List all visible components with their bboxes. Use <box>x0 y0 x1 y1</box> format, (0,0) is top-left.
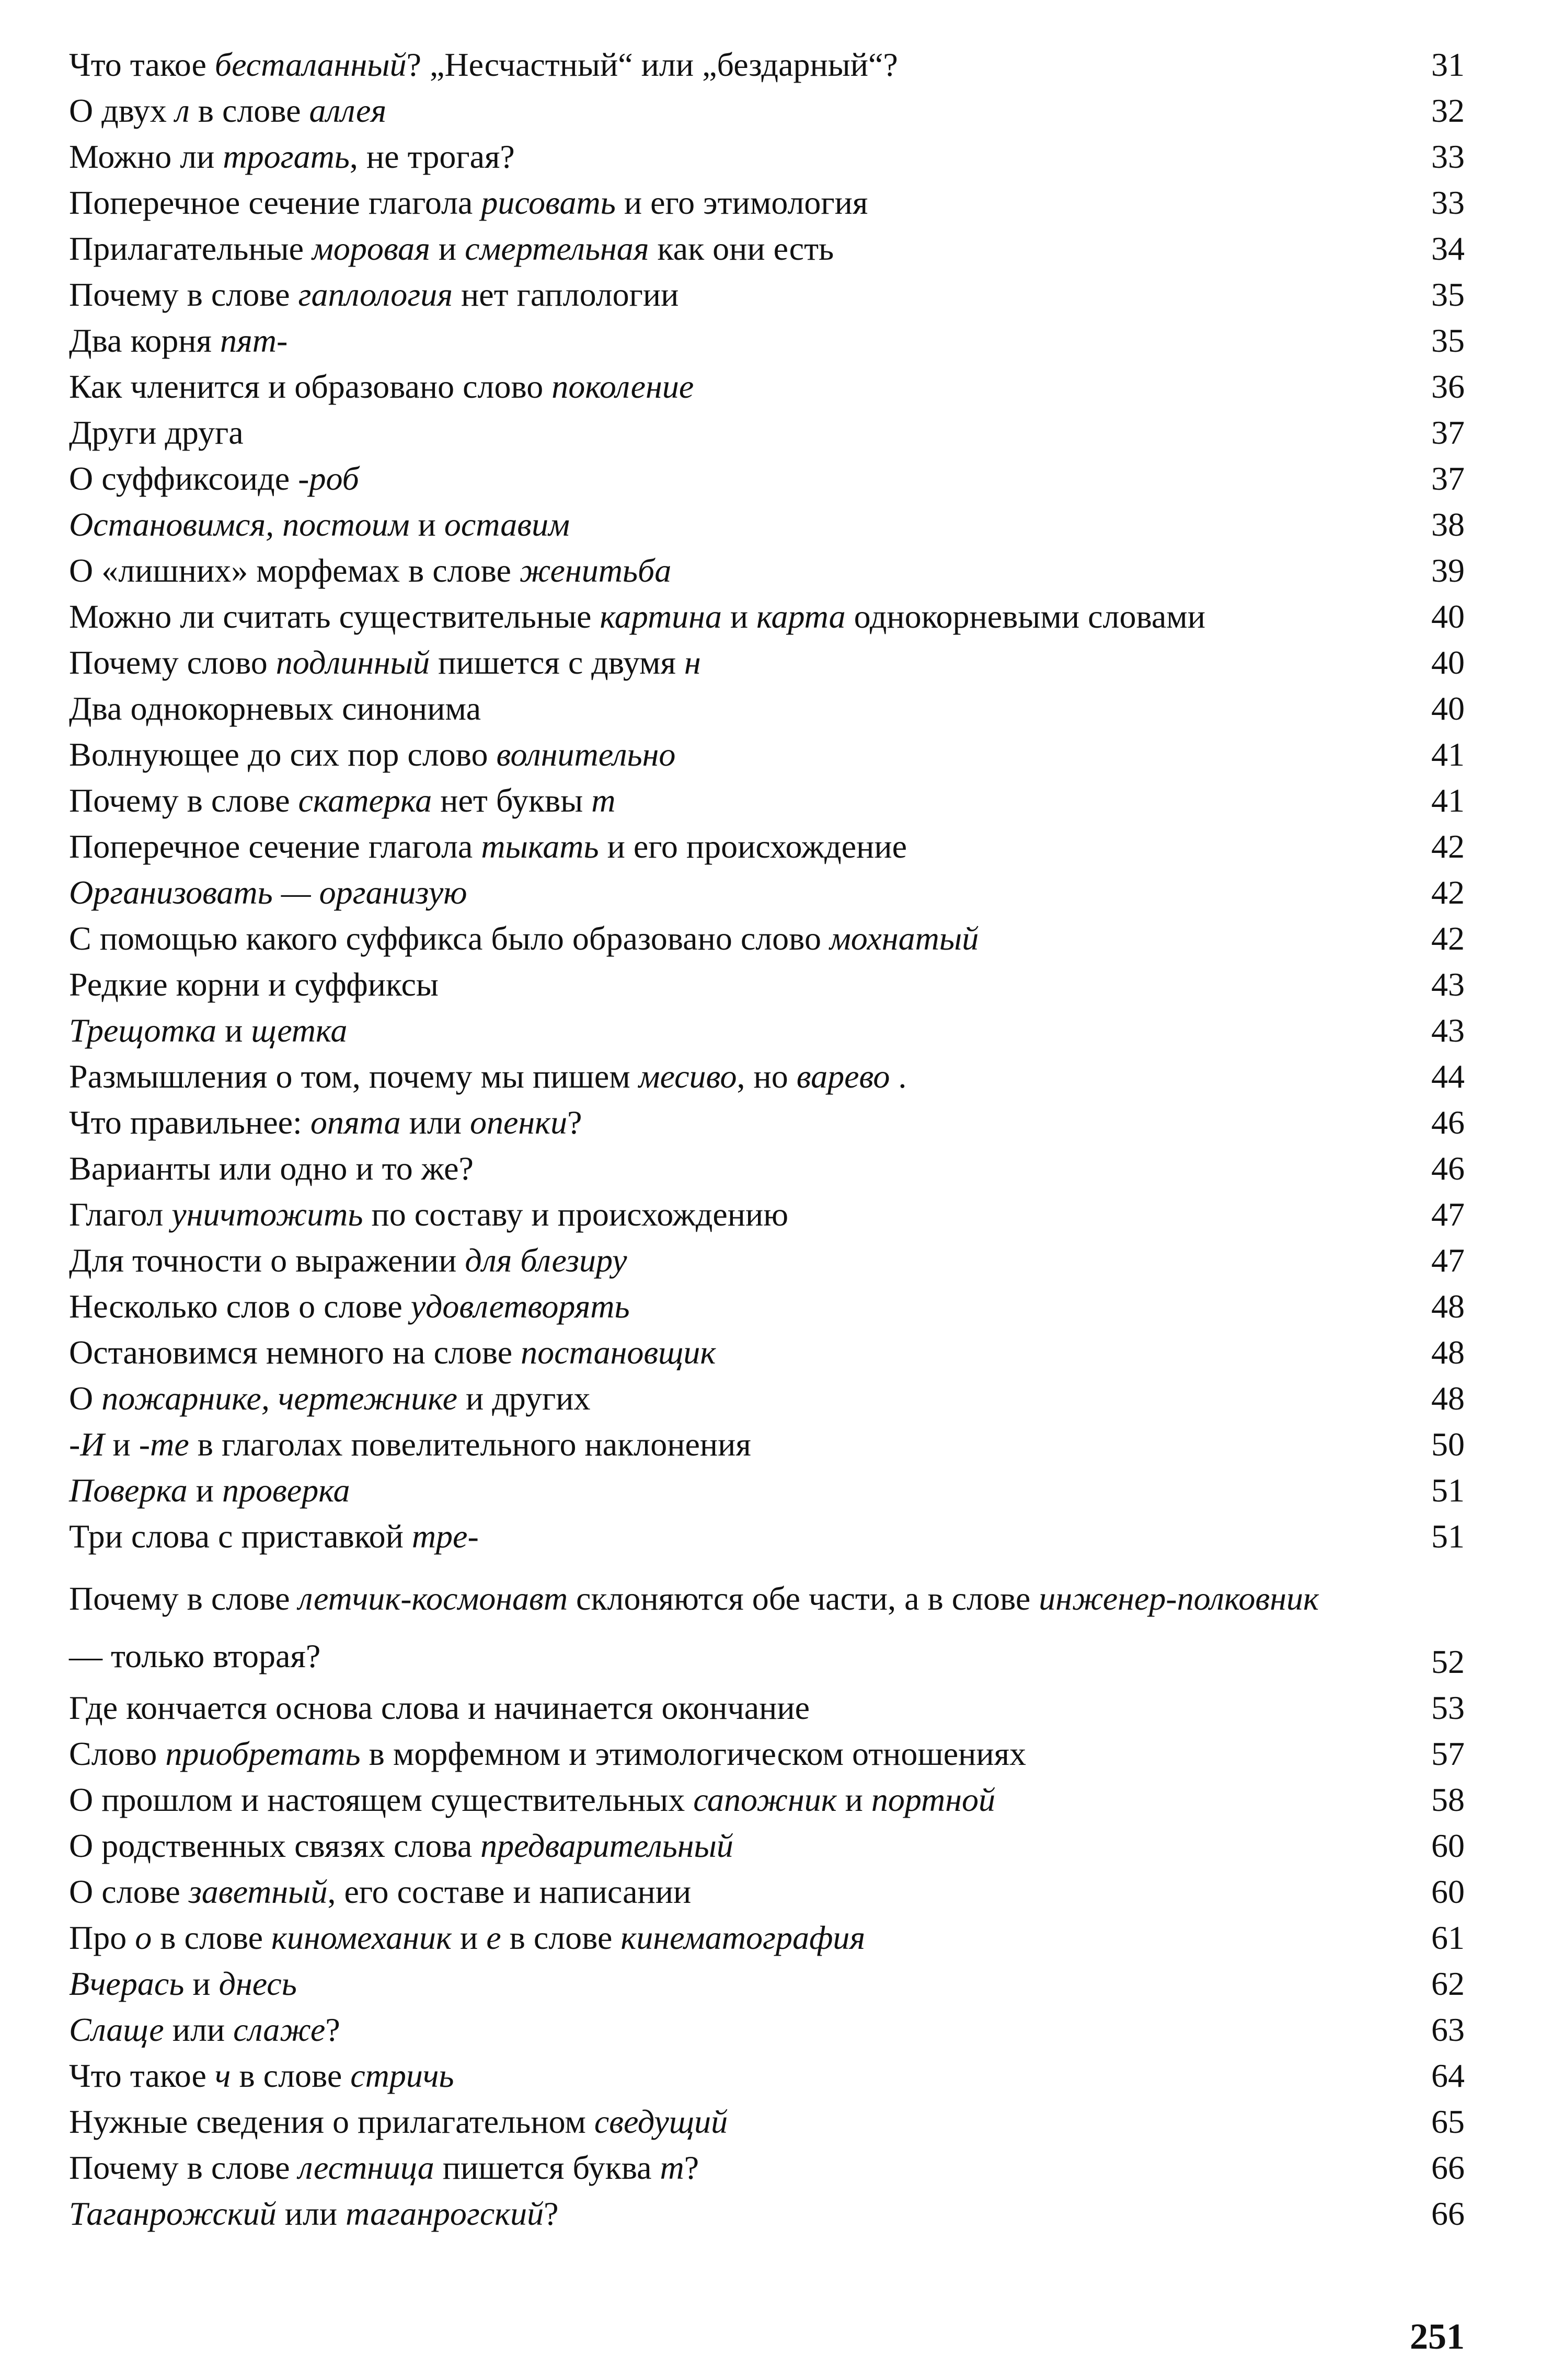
toc-entry-page-number: 48 <box>1431 1334 1465 1371</box>
toc-entry-page-number: 62 <box>1431 1965 1465 2002</box>
toc-entry-text: в глаголах повелительного наклонения <box>189 1426 751 1463</box>
toc-entry-title <box>69 1376 1334 1422</box>
toc-entry-text: Поперечное сечение глагола <box>69 184 481 221</box>
toc-entry-page-number: 61 <box>1431 1919 1465 1956</box>
toc-entry-italic-term: моровая <box>312 230 430 267</box>
toc-entry-page-number: 33 <box>1431 138 1465 175</box>
toc-entry-text: О родственных связях слова <box>69 1827 481 1864</box>
toc-entry-text: Можно ли <box>69 138 223 175</box>
toc-entry-italic-term: женитьба <box>519 552 672 589</box>
toc-entry-title <box>69 364 1334 410</box>
toc-entry <box>69 1869 1465 1915</box>
toc-entry-page-number: 41 <box>1431 782 1465 819</box>
toc-entry <box>69 1100 1465 1146</box>
toc-entry-italic-term: киномеханик <box>271 1919 452 1956</box>
toc-entry-italic-term: днесь <box>218 1965 297 2002</box>
toc-entry-italic-term: Слаще <box>69 2011 164 2048</box>
toc-entry-text: нет буквы <box>432 782 592 819</box>
toc-entry-text: . <box>890 1058 907 1095</box>
toc-entry <box>69 180 1465 226</box>
toc-entry <box>69 2145 1465 2191</box>
toc-entry-italic-term: н <box>684 644 701 681</box>
toc-entry-text: ? <box>325 2011 340 2048</box>
toc-entry-text: Два корня <box>69 322 220 359</box>
toc-entry-text: О «лишних» морфемах в слове <box>69 552 520 589</box>
toc-entry-italic-term: трогать <box>223 138 350 175</box>
toc-entry-italic-term: стричь <box>350 2057 454 2094</box>
toc-entry-text: в слове <box>501 1919 621 1956</box>
toc-entry-text: ? <box>544 2195 559 2232</box>
toc-entry-title <box>69 1008 1334 1054</box>
toc-entry-page-number: 50 <box>1431 1426 1465 1463</box>
toc-entry-text: ? <box>684 2149 699 2186</box>
toc-entry <box>69 732 1465 778</box>
toc-entry-page-number: 43 <box>1431 1012 1465 1049</box>
toc-entry <box>69 2191 1465 2237</box>
toc-entry-page-number: 48 <box>1431 1288 1465 1325</box>
toc-entry-page-number: 47 <box>1431 1242 1465 1279</box>
toc-entry-page-number: 47 <box>1431 1196 1465 1233</box>
toc-entry-text: или <box>164 2011 234 2048</box>
toc-entry-italic-term: Организовать — организую <box>69 874 467 911</box>
toc-entry-italic-term: карта <box>756 598 846 635</box>
toc-entry-title <box>69 1961 1334 2007</box>
toc-entry-title <box>69 1330 1334 1376</box>
toc-entry-text: Други друга <box>69 414 244 451</box>
toc-entry-text: Как членится и образовано слово <box>69 368 552 405</box>
toc-entry <box>69 2053 1465 2099</box>
toc-entry-italic-term: подлинный <box>275 644 430 681</box>
toc-entry-italic-term: Остановимся, постоим <box>69 506 410 543</box>
toc-entry-page-number: 53 <box>1431 1689 1465 1726</box>
toc-entry-text: однокорневыми словами <box>845 598 1205 635</box>
toc-entry-text: в слове <box>231 2057 351 2094</box>
toc-entry-page-number: 51 <box>1431 1472 1465 1509</box>
toc-entry-page-number: 48 <box>1431 1380 1465 1417</box>
toc-entry-title <box>69 410 1334 456</box>
toc-entry-title <box>69 134 1334 180</box>
toc-entry-page-number: 60 <box>1431 1873 1465 1910</box>
toc-entry-title <box>69 1054 1334 1100</box>
toc-entry-title <box>69 1422 1334 1468</box>
toc-entry-title <box>69 226 1334 272</box>
toc-entry-title <box>69 1731 1334 1777</box>
toc-entry <box>69 2007 1465 2053</box>
toc-entry-title <box>69 1468 1334 1514</box>
toc-entry <box>69 1777 1465 1823</box>
toc-entry-italic-term: проверка <box>222 1472 350 1509</box>
toc-entry-title <box>69 272 1334 318</box>
toc-entry-text: О прошлом и настоящем существительных <box>69 1781 694 1818</box>
toc-entry-text: и <box>409 506 444 543</box>
toc-entry-text: или <box>276 2195 346 2232</box>
toc-entry-page-number: 65 <box>1431 2103 1465 2140</box>
toc-entry-title <box>69 1100 1334 1146</box>
toc-entry-title <box>69 870 1334 916</box>
toc-entry-text: Что такое <box>69 2057 215 2094</box>
toc-entry-text: Глагол <box>69 1196 172 1233</box>
toc-entry-title <box>69 1823 1334 1869</box>
toc-entry-italic-term: приобретать <box>165 1735 361 1772</box>
toc-entry-text: и <box>184 1965 219 2002</box>
toc-entry-text: ? „Несчастный“ или „бездарный“? <box>406 46 898 83</box>
toc-entry-text: и <box>836 1781 871 1818</box>
toc-entry-title <box>69 1869 1334 1915</box>
toc-entry-italic-term: пожарнике, чертежнике <box>101 1380 457 1417</box>
toc-entry-text: О слове <box>69 1873 189 1910</box>
toc-entry-title <box>69 686 1334 732</box>
toc-entry-page-number: 41 <box>1431 736 1465 773</box>
toc-entry-text: Про <box>69 1919 135 1956</box>
toc-entry-text: или <box>400 1104 470 1141</box>
toc-entry-page-number: 37 <box>1431 414 1465 451</box>
toc-entry-text: Можно ли считать существительные <box>69 598 600 635</box>
toc-entry <box>69 1008 1465 1054</box>
toc-entry-text: О двух <box>69 92 175 129</box>
toc-entry-text: нет гаплологии <box>452 276 679 313</box>
toc-entry <box>69 1192 1465 1238</box>
toc-entry <box>69 410 1465 456</box>
toc-entry-text: склоняются обе части, а в слове <box>568 1580 1039 1617</box>
toc-entry-page-number: 46 <box>1431 1104 1465 1141</box>
toc-entry-text: Прилагательные <box>69 230 312 267</box>
toc-entry-page-number: 35 <box>1431 322 1465 359</box>
toc-entry <box>69 1422 1465 1468</box>
toc-entry-italic-term: кинематография <box>620 1919 866 1956</box>
toc-entry-page-number: 40 <box>1431 690 1465 727</box>
toc-entry <box>69 1823 1465 1869</box>
toc-entry-text: пишется с двумя <box>430 644 684 681</box>
toc-entry-title <box>69 180 1334 226</box>
page-number: 251 <box>1410 2317 1465 2357</box>
toc-entry-italic-term: е <box>486 1919 501 1956</box>
toc-entry-page-number: 40 <box>1431 644 1465 681</box>
toc-entry <box>69 1330 1465 1376</box>
toc-entry-page-number: 63 <box>1431 2011 1465 2048</box>
toc-entry-italic-term: месиво <box>638 1058 737 1095</box>
toc-entry-title <box>69 732 1334 778</box>
toc-entry <box>69 1238 1465 1284</box>
toc-entry-page-number: 35 <box>1431 276 1465 313</box>
toc-entry-title <box>69 916 1334 962</box>
toc-entry-text: Поперечное сечение глагола <box>69 828 481 865</box>
toc-entry-italic-term: волнительно <box>496 736 676 773</box>
toc-entry <box>69 502 1465 548</box>
toc-entry-italic-term: т <box>660 2149 684 2186</box>
toc-entry-italic-term: пят- <box>220 322 288 359</box>
toc-entry-title <box>69 1685 1334 1731</box>
toc-entry-text: и <box>216 1012 251 1049</box>
toc-entry-page-number: 66 <box>1431 2195 1465 2232</box>
toc-entry-italic-term: варево <box>796 1058 890 1095</box>
toc-entry <box>69 364 1465 410</box>
toc-entry <box>69 916 1465 962</box>
toc-entry-italic-term: лестница <box>298 2149 434 2186</box>
toc-entry-page-number: 64 <box>1431 2057 1465 2094</box>
toc-entry-title <box>69 824 1334 870</box>
toc-entry-italic-term: -И <box>69 1426 105 1463</box>
toc-entry <box>69 2099 1465 2145</box>
toc-entry <box>69 42 1465 88</box>
toc-entry-italic-term: сапожник <box>693 1781 837 1818</box>
toc-entry-title <box>69 1777 1334 1823</box>
toc-entry-title <box>69 1238 1334 1284</box>
toc-entry <box>69 548 1465 594</box>
toc-entry-italic-term: таганрогский <box>346 2195 544 2232</box>
toc-entry-italic-term: предварительный <box>480 1827 733 1864</box>
toc-entry <box>69 778 1465 824</box>
toc-entry-italic-term: л <box>175 92 190 129</box>
toc-entry-text: Почему слово <box>69 644 276 681</box>
toc-entry-page-number: 39 <box>1431 552 1465 589</box>
toc-entry-title <box>69 502 1334 548</box>
toc-entry <box>69 88 1465 134</box>
toc-entry-page-number: 57 <box>1431 1735 1465 1772</box>
toc-entry <box>69 962 1465 1008</box>
toc-entry-page-number: 36 <box>1431 368 1465 405</box>
toc-entry-text: Варианты или одно и то же? <box>69 1150 474 1187</box>
toc-entry <box>69 318 1465 364</box>
toc-entry-title <box>69 1514 1334 1559</box>
toc-entry-text: Где кончается основа слова и начинается окончание <box>69 1689 810 1726</box>
toc-entry-italic-term: о <box>135 1919 152 1956</box>
toc-entry-page-number: 42 <box>1431 828 1465 865</box>
toc-entry-text: и <box>187 1472 222 1509</box>
toc-entry-text: и <box>721 598 757 635</box>
toc-entry-title <box>69 1570 1334 1685</box>
toc-entry-text: и его этимология <box>615 184 868 221</box>
toc-entry-text: Для точности о выражении <box>69 1242 465 1279</box>
toc-entry-text: Слово <box>69 1735 166 1772</box>
toc-entry-text: Нужные сведения о прилагательном <box>69 2103 594 2140</box>
toc-entry-italic-term: ч <box>214 2057 231 2094</box>
toc-entry-italic-term: уничтожить <box>171 1196 363 1233</box>
toc-entry-text: ? <box>567 1104 582 1141</box>
toc-entry-page-number: 40 <box>1431 598 1465 635</box>
toc-entry-italic-term: скатерка <box>298 782 432 819</box>
toc-entry-page-number: 52 <box>1431 1643 1465 1680</box>
toc-entry-text: , но <box>737 1058 797 1095</box>
toc-entry-page-number: 66 <box>1431 2149 1465 2186</box>
toc-entry-text: и <box>430 230 465 267</box>
toc-entry-text: и <box>451 1919 487 1956</box>
toc-entry-italic-term: смертельная <box>465 230 649 267</box>
toc-entry-title <box>69 456 1334 502</box>
toc-entry-text: Что такое <box>69 46 215 83</box>
toc-entry-text: в слове <box>152 1919 272 1956</box>
toc-entry <box>69 226 1465 272</box>
toc-entry-text: , не трогая? <box>349 138 515 175</box>
toc-entry <box>69 272 1465 318</box>
toc-entry <box>69 1514 1465 1559</box>
toc-entry-italic-term: щетка <box>251 1012 348 1049</box>
toc-entry-text: Почему в слове <box>69 782 298 819</box>
toc-entry-text: и его происхождение <box>599 828 907 865</box>
toc-entry-title <box>69 1284 1334 1330</box>
toc-entry-italic-term: удовлетворять <box>410 1288 630 1325</box>
toc-entry-title <box>69 548 1334 594</box>
toc-entry-text: и других <box>457 1380 591 1417</box>
toc-entry-italic-term: инженер-полковник <box>1039 1580 1319 1617</box>
toc-entry-italic-term: картина <box>600 598 722 635</box>
toc-entry-title <box>69 2007 1334 2053</box>
toc-entry-italic-term: поколение <box>551 368 694 405</box>
toc-entry <box>69 824 1465 870</box>
toc-entry-title <box>69 962 1334 1008</box>
toc-entry-italic-term: летчик-космонавт <box>298 1580 568 1617</box>
toc-entry-page-number: 38 <box>1431 506 1465 543</box>
toc-entry-page-number: 42 <box>1431 920 1465 957</box>
toc-entry-italic-term: заветный <box>188 1873 328 1910</box>
toc-entry <box>69 1468 1465 1514</box>
toc-entry-italic-term: рисовать <box>481 184 616 221</box>
toc-entry-text: Несколько слов о слове <box>69 1288 411 1325</box>
toc-entry-text: Что правильнее: <box>69 1104 310 1141</box>
toc-entry-title <box>69 594 1334 640</box>
toc-entry-text: Волнующее до сих пор слово <box>69 736 497 773</box>
toc-entry-page-number: 31 <box>1431 46 1465 83</box>
toc-entry <box>69 594 1465 640</box>
toc-entry-text: Почему в слове <box>69 2149 298 2186</box>
toc-entry-title <box>69 2053 1334 2099</box>
toc-entry-text: О <box>69 1380 102 1417</box>
toc-entry-text: Три слова с приставкой <box>69 1518 412 1555</box>
toc-entry-italic-term: портной <box>871 1781 995 1818</box>
table-of-contents <box>69 42 1465 2237</box>
toc-entry-title <box>69 1146 1334 1192</box>
toc-entry-title <box>69 88 1334 134</box>
toc-entry-page-number: 58 <box>1431 1781 1465 1818</box>
toc-entry-italic-term: -роб <box>298 460 359 497</box>
toc-entry-italic-term: Трещотка <box>69 1012 217 1049</box>
toc-entry-text: Остановимся немного на слове <box>69 1334 521 1371</box>
toc-entry-text: в морфемном и этимологическом отношениях <box>360 1735 1027 1772</box>
toc-entry-text: Почему в слове <box>69 1580 298 1617</box>
toc-entry-italic-term: гаплология <box>298 276 453 313</box>
toc-entry-title <box>69 42 1334 88</box>
toc-entry <box>69 1146 1465 1192</box>
toc-entry-title <box>69 1192 1334 1238</box>
toc-entry-italic-term: мохнатый <box>829 920 979 957</box>
toc-entry-italic-term: бесталанный <box>214 46 407 83</box>
toc-entry-page-number: 33 <box>1431 184 1465 221</box>
toc-entry-text: по составу и происхождению <box>363 1196 789 1233</box>
toc-entry-italic-term: Таганрожский <box>69 2195 277 2232</box>
toc-entry-italic-term: сведущий <box>594 2103 728 2140</box>
toc-entry <box>69 1054 1465 1100</box>
toc-entry-page-number: 44 <box>1431 1058 1465 1095</box>
toc-entry-italic-term: опенки <box>470 1104 568 1141</box>
toc-entry-text: Два однокорневых синонима <box>69 690 481 727</box>
toc-entry <box>69 1284 1465 1330</box>
toc-entry <box>69 870 1465 916</box>
toc-entry <box>69 1570 1465 1685</box>
toc-entry-italic-term: оставим <box>444 506 570 543</box>
toc-entry-page-number: 46 <box>1431 1150 1465 1187</box>
toc-entry-text: как они есть <box>649 230 834 267</box>
toc-entry-title <box>69 318 1334 364</box>
toc-entry-italic-term: опята <box>310 1104 401 1141</box>
toc-entry-text: пишется буква <box>434 2149 660 2186</box>
toc-entry <box>69 1731 1465 1777</box>
toc-entry-italic-term: слаже <box>233 2011 326 2048</box>
toc-entry-page-number: 51 <box>1431 1518 1465 1555</box>
toc-entry-title <box>69 778 1334 824</box>
toc-entry <box>69 1685 1465 1731</box>
toc-entry-italic-term: Вчерась <box>69 1965 185 2002</box>
toc-entry <box>69 1376 1465 1422</box>
toc-entry-text: — только вторая? <box>69 1580 1327 1674</box>
toc-entry-page-number: 60 <box>1431 1827 1465 1864</box>
toc-entry-text: и <box>104 1426 139 1463</box>
toc-entry-text: , его составе и написании <box>327 1873 692 1910</box>
toc-entry <box>69 456 1465 502</box>
toc-entry-italic-term: тре- <box>411 1518 479 1555</box>
toc-entry-text: Почему в слове <box>69 276 298 313</box>
toc-entry-text: О суффиксоиде <box>69 460 298 497</box>
toc-entry-text: С помощью какого суффикса было образовано слово <box>69 920 830 957</box>
toc-entry-page-number: 34 <box>1431 230 1465 267</box>
toc-entry-text: в слове <box>189 92 309 129</box>
toc-entry-italic-term: постановщик <box>521 1334 716 1371</box>
toc-entry-italic-term: -те <box>139 1426 189 1463</box>
toc-entry <box>69 134 1465 180</box>
toc-entry-title <box>69 2145 1334 2191</box>
toc-entry-page-number: 42 <box>1431 874 1465 911</box>
toc-entry-italic-term: Поверка <box>69 1472 188 1509</box>
toc-entry <box>69 1961 1465 2007</box>
toc-entry-page-number: 32 <box>1431 92 1465 129</box>
toc-entry-page-number: 43 <box>1431 966 1465 1003</box>
toc-entry-title <box>69 2191 1334 2237</box>
toc-entry <box>69 1915 1465 1961</box>
toc-entry-title <box>69 1915 1334 1961</box>
toc-entry-title <box>69 2099 1334 2145</box>
toc-entry-page-number: 37 <box>1431 460 1465 497</box>
toc-entry-italic-term: аллея <box>309 92 387 129</box>
toc-entry <box>69 686 1465 732</box>
toc-entry-italic-term: для блезиру <box>465 1242 627 1279</box>
toc-entry-title <box>69 640 1334 686</box>
toc-entry <box>69 640 1465 686</box>
toc-entry-italic-term: тыкать <box>481 828 599 865</box>
toc-entry-text: Редкие корни и суффиксы <box>69 966 439 1003</box>
toc-entry-italic-term: т <box>591 782 616 819</box>
toc-entry-text: Размышления о том, почему мы пишем <box>69 1058 639 1095</box>
